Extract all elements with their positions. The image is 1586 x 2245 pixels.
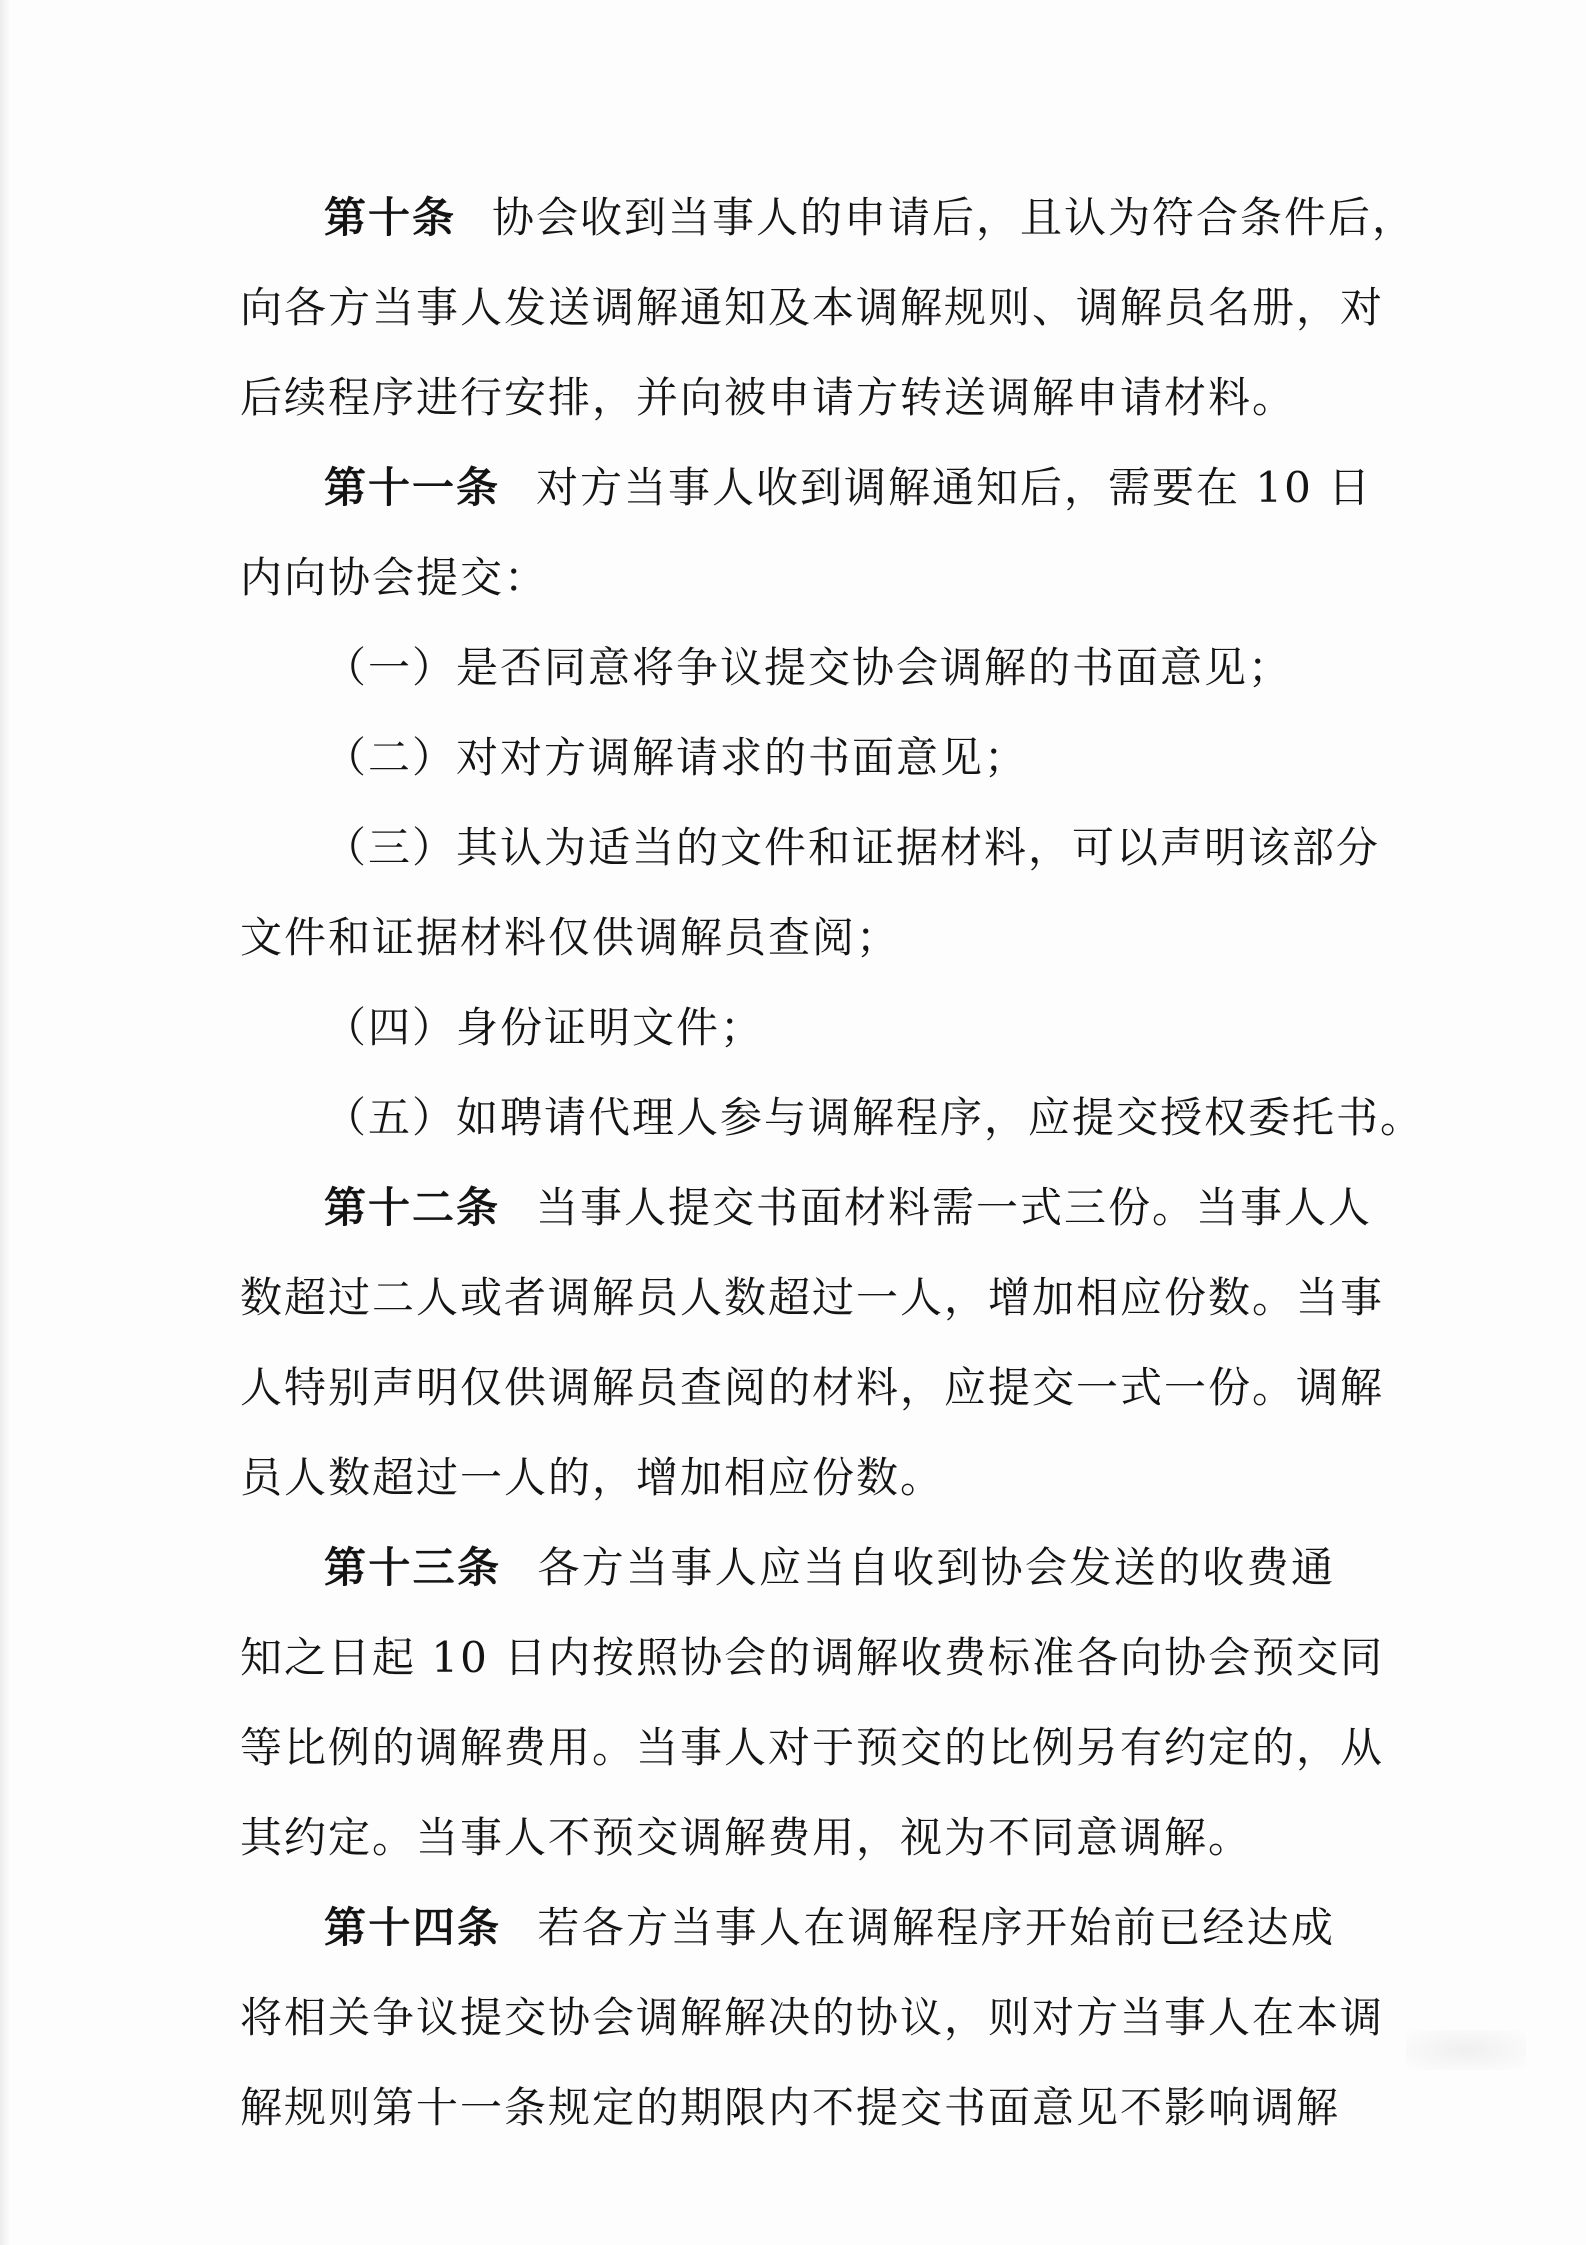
paragraph-line: 人特别声明仅供调解员查阅的材料，应提交一式一份。调解 bbox=[240, 1363, 1385, 1412]
scan-smudge bbox=[1406, 2030, 1526, 2070]
scan-edge bbox=[0, 0, 10, 2245]
article-heading: 第十二条 bbox=[324, 1183, 501, 1232]
paragraph-line: 向各方当事人发送调解通知及本调解规则、调解员名册，对 bbox=[240, 283, 1385, 332]
paragraph-line: 员人数超过一人的，增加相应份数。 bbox=[240, 1453, 945, 1502]
paragraph-line: 其约定。当事人不预交调解费用，视为不同意调解。 bbox=[240, 1813, 1253, 1862]
article-heading: 第十三条 bbox=[324, 1543, 502, 1592]
paragraph-line: 等比例的调解费用。当事人对于预交的比例另有约定的，从 bbox=[240, 1723, 1385, 1772]
paragraph-line: 将相关争议提交协会调解解决的协议，则对方当事人在本调 bbox=[240, 1993, 1385, 2042]
list-item: （三）其认为适当的文件和证据材料，可以声明该部分 bbox=[324, 823, 1381, 872]
paragraph-line bbox=[324, 188, 1417, 248]
paragraph-line: 解规则第十一条规定的期限内不提交书面意见不影响调解 bbox=[240, 2083, 1341, 2132]
paragraph-line: 数超过二人或者调解员人数超过一人，增加相应份数。当事 bbox=[240, 1273, 1385, 1322]
list-item: （五）如聘请代理人参与调解程序，应提交授权委托书。 bbox=[324, 1093, 1425, 1142]
list-item: 文件和证据材料仅供调解员查阅； bbox=[240, 913, 901, 962]
list-item: （四）身份证明文件； bbox=[324, 1003, 765, 1052]
paragraph-line: 后续程序进行安排，并向被申请方转送调解申请材料。 bbox=[240, 373, 1297, 422]
paragraph-line bbox=[324, 458, 1373, 518]
paragraph-line bbox=[324, 1178, 1373, 1238]
article-text: 对方当事人收到调解通知后，需要在 10 日 bbox=[536, 463, 1373, 512]
paragraph-line bbox=[324, 1898, 1335, 1958]
list-item: （一）是否同意将争议提交协会调解的书面意见； bbox=[324, 643, 1293, 692]
article-text: 当事人提交书面材料需一式三份。当事人人 bbox=[536, 1183, 1373, 1232]
article-heading: 第十条 bbox=[324, 193, 457, 242]
paragraph-line: 内向协会提交： bbox=[240, 553, 549, 602]
article-heading: 第十四条 bbox=[324, 1903, 502, 1952]
paragraph-line bbox=[324, 1538, 1335, 1598]
article-heading: 第十一条 bbox=[324, 463, 501, 512]
article-text: 若各方当事人在调解程序开始前已经达成 bbox=[537, 1903, 1335, 1952]
list-item: （二）对对方调解请求的书面意见； bbox=[324, 733, 1029, 782]
paragraph-line: 知之日起 10 日内按照协会的调解收费标准各向协会预交同 bbox=[240, 1633, 1385, 1682]
article-text: 各方当事人应当自收到协会发送的收费通 bbox=[537, 1543, 1335, 1592]
article-text: 协会收到当事人的申请后，且认为符合条件后， bbox=[492, 193, 1417, 242]
